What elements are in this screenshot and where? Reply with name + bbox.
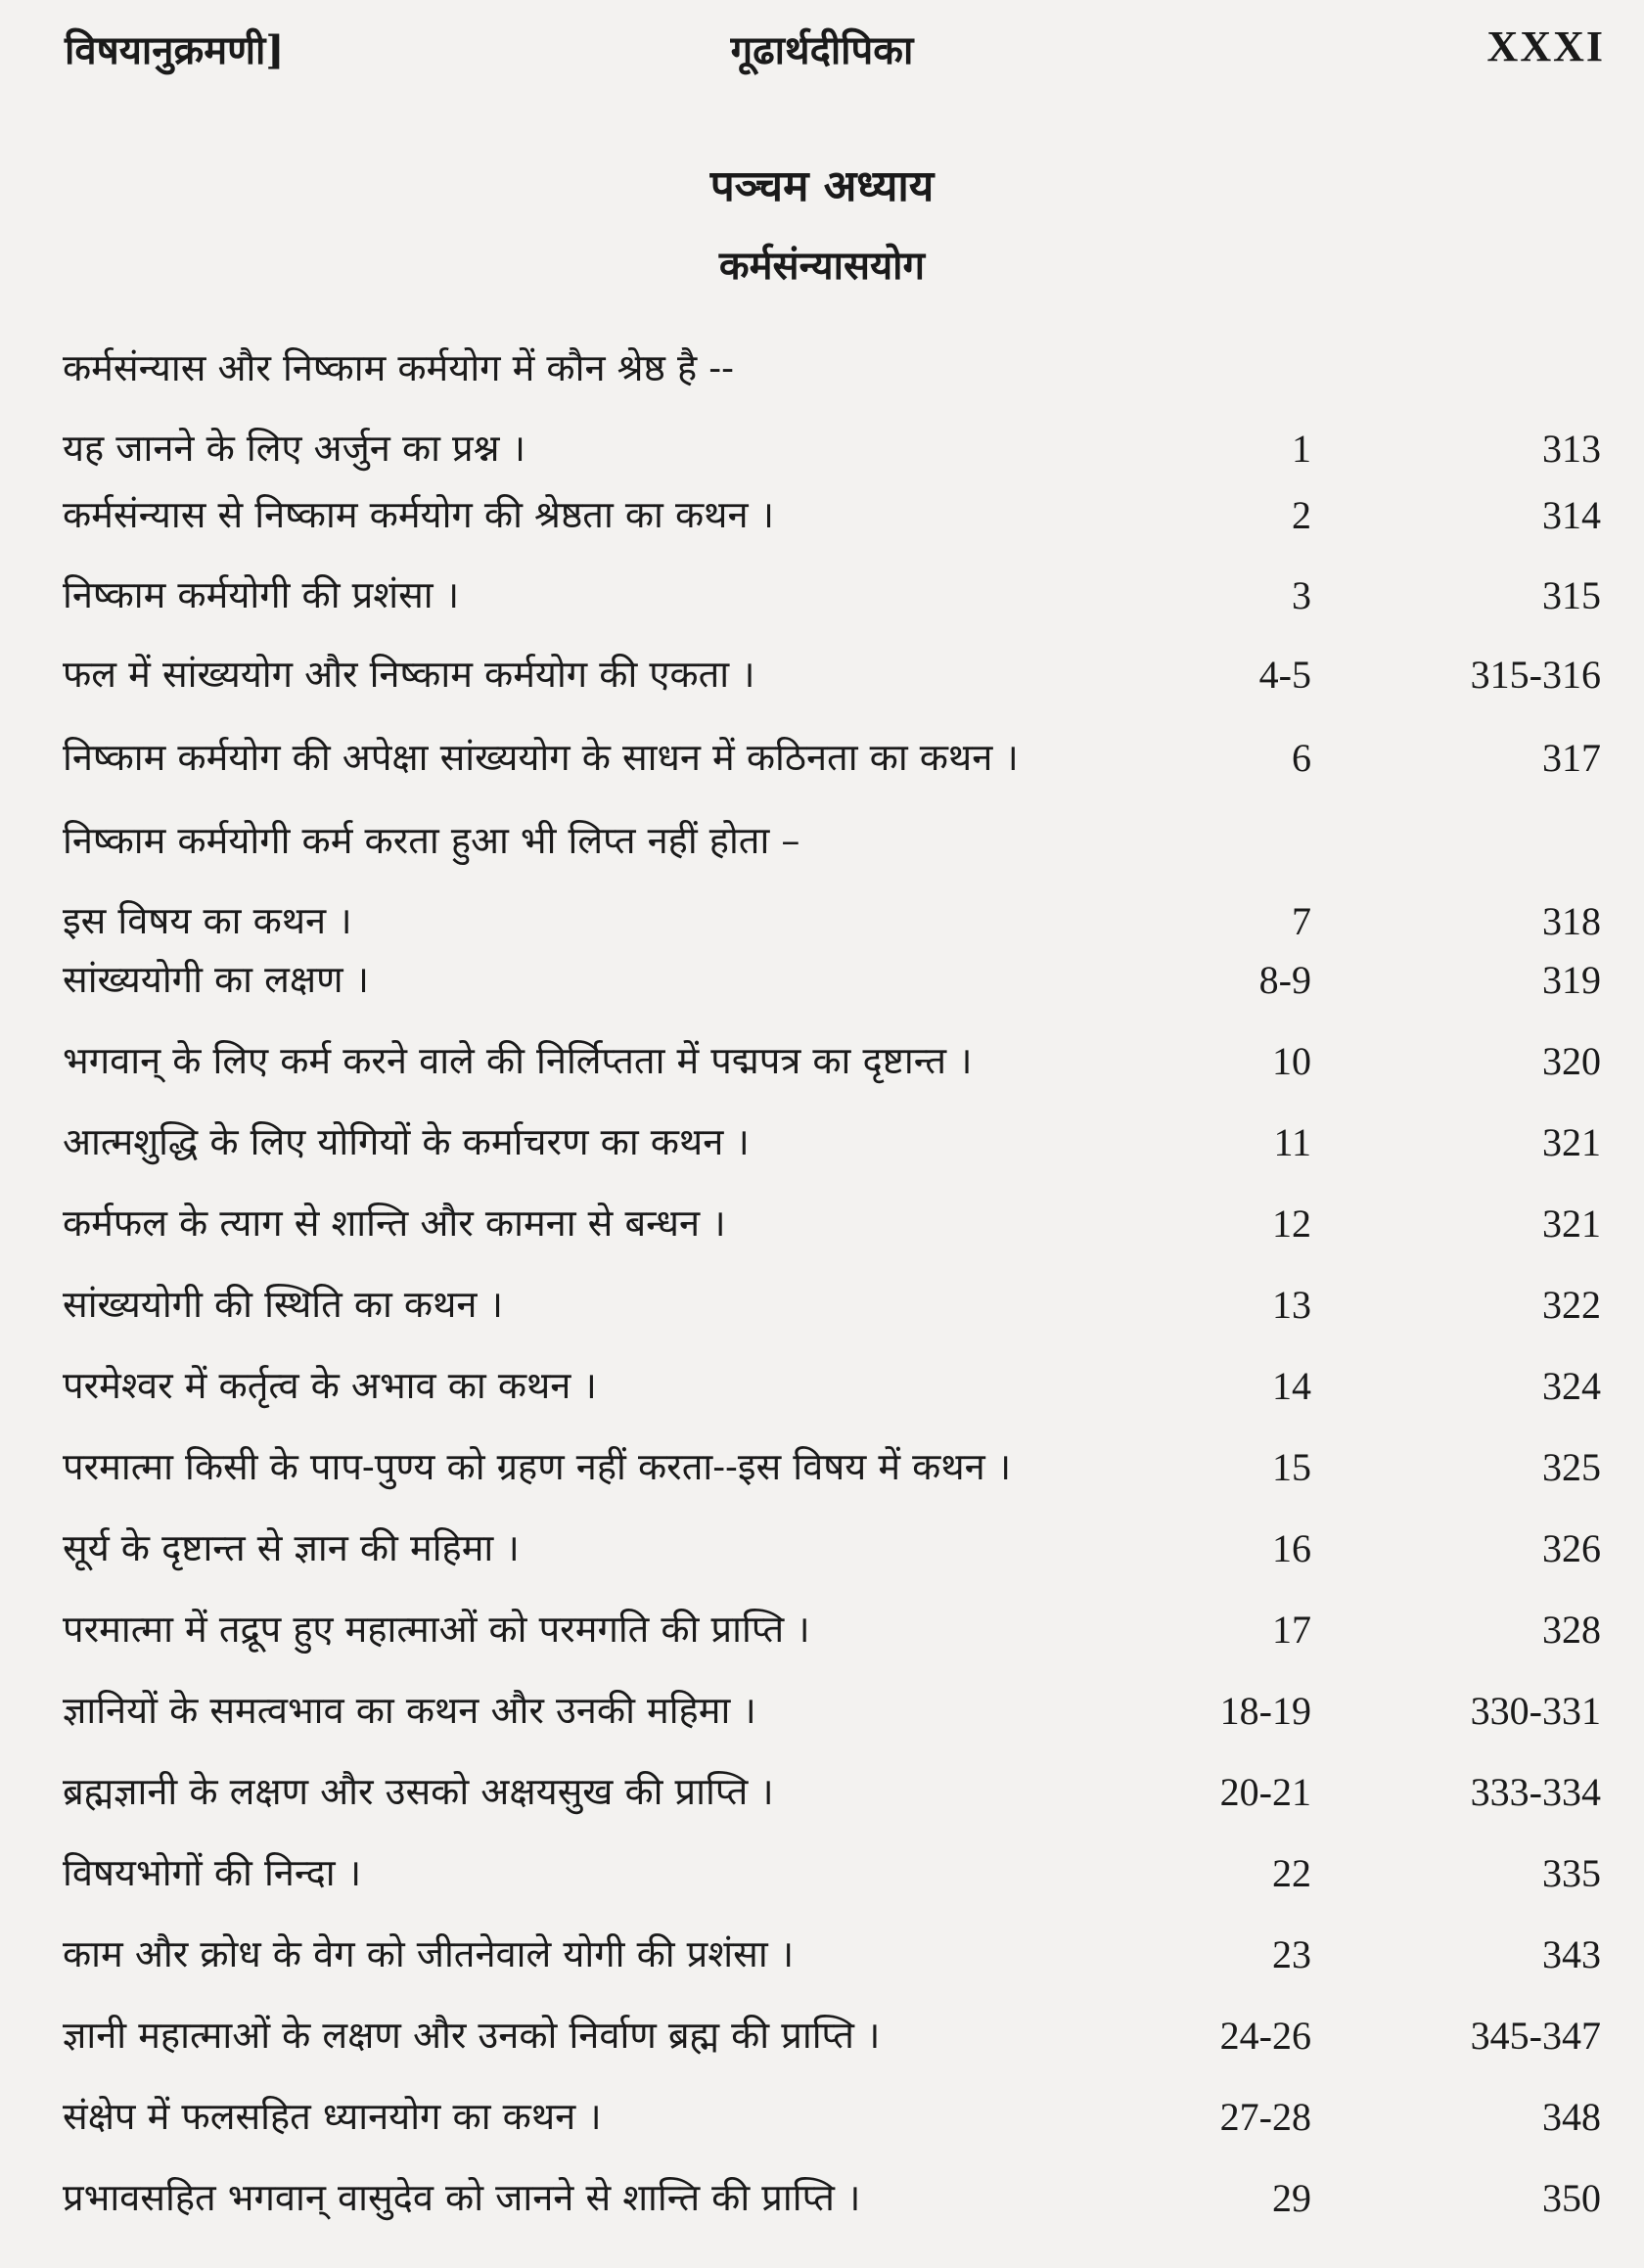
entry-verse-number: 27-28	[1219, 2095, 1311, 2139]
entry-topic	[63, 800, 1159, 961]
entry-verse-number: 14	[1272, 1364, 1311, 1408]
toc-entry	[0, 1751, 1644, 1832]
toc-entry	[0, 555, 1644, 635]
entry-page-number: 350	[1542, 2176, 1601, 2220]
toc-entry	[0, 1914, 1644, 1994]
entry-topic	[63, 939, 1159, 1020]
entry-topic	[63, 1264, 1159, 1344]
entry-topic-line: काम और क्रोध के वेग को जीतनेवाले योगी की प्रशंसा ।	[63, 1932, 795, 1975]
toc-entry	[0, 1670, 1644, 1750]
entry-topic-line: संक्षेप में फलसहित ध्यानयोग का कथन ।	[63, 2095, 602, 2138]
toc-entry	[0, 800, 1644, 961]
entry-topic-line: भगवान् के लिए कर्म करने वाले की निर्लिप्तता में पद्मपत्र का दृष्टान्त ।	[63, 1039, 973, 1082]
entry-topic	[63, 634, 1159, 714]
entry-topic-line: कर्मसंन्यास से निष्काम कर्मयोग की श्रेष्ठता का कथन ।	[63, 493, 775, 536]
entry-topic-line: फल में सांख्ययोग और निष्काम कर्मयोग की एकता ।	[63, 653, 755, 696]
toc-entry	[0, 1995, 1644, 2075]
toc-entry	[0, 1427, 1644, 1507]
toc-entry	[0, 1021, 1644, 1101]
entry-topic-line: परमेश्वर में कर्तृत्व के अभाव का कथन ।	[63, 1364, 597, 1407]
entry-topic	[63, 1345, 1159, 1426]
entry-verse-number: 10	[1272, 1039, 1311, 1083]
entry-topic-line: निष्काम कर्मयोगी की प्रशंसा ।	[63, 573, 460, 616]
entry-topic-line: ज्ञानियों के समत्वभाव का कथन और उनकी महिमा ।	[63, 1689, 756, 1732]
entry-topic-line: विषयभोगों की निन्दा ।	[63, 1851, 362, 1894]
entry-verse-number: 11	[1273, 1120, 1311, 1164]
entry-topic-line: परमात्मा किसी के पाप-पुण्य को ग्रहण नहीं करता--इस विषय में कथन ।	[63, 1445, 1012, 1488]
toc-entry	[0, 717, 1644, 797]
entry-topic	[63, 2157, 1159, 2238]
toc-entry	[0, 1183, 1644, 1263]
entry-topic-line: परमात्मा में तद्रूप हुए महात्माओं को परमगति की प्राप्ति ।	[63, 1608, 810, 1651]
entry-page-number: 318	[1542, 899, 1601, 943]
entry-page-number: 315	[1542, 573, 1601, 617]
entry-topic	[63, 1589, 1159, 1669]
entry-topic-line: प्रभावसहित भगवान् वासुदेव को जानने से शान्ति की प्राप्ति ।	[63, 2176, 861, 2219]
toc-entry	[0, 1589, 1644, 1669]
entry-verse-number: 15	[1272, 1445, 1311, 1489]
entry-page-number: 343	[1542, 1932, 1601, 1976]
entry-verse-number: 16	[1272, 1526, 1311, 1570]
entry-topic-line: यह जानने के लिए अर्जुन का प्रश्न ।	[63, 427, 526, 470]
entry-verse-number: 23	[1272, 1932, 1311, 1976]
entry-verse-number: 18-19	[1219, 1689, 1311, 1733]
entry-verse-number: 7	[1292, 899, 1311, 943]
toc-entry	[0, 1102, 1644, 1182]
entry-topic	[63, 1183, 1159, 1263]
entry-topic	[63, 328, 1159, 488]
header-section-label: विषयानुक्रमणी]	[65, 27, 285, 73]
entry-page-number: 328	[1542, 1608, 1601, 1652]
toc-entry	[0, 1833, 1644, 1913]
entry-verse-number: 3	[1292, 573, 1311, 617]
entry-topic	[63, 555, 1159, 635]
entry-verse-number: 6	[1292, 736, 1311, 780]
toc-entry	[0, 2076, 1644, 2156]
toc-entry	[0, 2157, 1644, 2238]
entry-page-number: 315-316	[1470, 653, 1601, 697]
entry-topic	[63, 1427, 1159, 1507]
entry-topic-line: सूर्य के दृष्टान्त से ज्ञान की महिमा ।	[63, 1526, 520, 1569]
toc-entry	[0, 1345, 1644, 1426]
entry-topic-line: इस विषय का कथन ।	[63, 899, 352, 942]
entry-verse-number: 29	[1272, 2176, 1311, 2220]
entry-topic-line: सांख्ययोगी का लक्षण ।	[63, 958, 370, 1001]
entry-verse-number: 4-5	[1258, 653, 1311, 697]
entry-topic	[63, 2076, 1159, 2156]
entry-page-number: 317	[1542, 736, 1601, 780]
entry-topic	[63, 1021, 1159, 1101]
entry-page-number: 320	[1542, 1039, 1601, 1083]
entry-topic	[63, 475, 1159, 555]
entry-page-number: 326	[1542, 1526, 1601, 1570]
entry-verse-number: 8-9	[1258, 958, 1311, 1002]
entry-topic	[63, 1670, 1159, 1750]
entry-page-number: 333-334	[1470, 1770, 1601, 1814]
entry-verse-number: 17	[1272, 1608, 1311, 1652]
entry-topic-line: ब्रह्मज्ञानी के लक्षण और उसको अक्षयसुख की प्राप्ति ।	[63, 1770, 774, 1813]
entry-page-number: 321	[1542, 1202, 1601, 1246]
running-header	[0, 22, 1644, 90]
entry-topic-line: निष्काम कर्मयोगी कर्म करता हुआ भी लिप्त नहीं होता –	[63, 819, 800, 862]
entry-verse-number: 1	[1292, 427, 1311, 471]
header-page-number: XXXI	[1486, 23, 1605, 70]
entry-verse-number: 12	[1272, 1202, 1311, 1246]
entry-topic	[63, 1833, 1159, 1913]
entry-page-number: 345-347	[1470, 2014, 1601, 2058]
toc-entry	[0, 939, 1644, 1020]
chapter-subtitle: कर्मसंन्यासयोग	[718, 243, 926, 289]
toc-entry	[0, 634, 1644, 714]
toc-entry	[0, 328, 1644, 488]
entry-topic-line: कर्मफल के त्याग से शान्ति और कामना से बन्धन ।	[63, 1202, 726, 1245]
entry-verse-number: 13	[1272, 1283, 1311, 1327]
entry-topic-line: सांख्ययोगी की स्थिति का कथन ।	[63, 1283, 503, 1326]
entry-topic	[63, 1508, 1159, 1588]
entry-topic	[63, 1102, 1159, 1182]
entry-page-number: 322	[1542, 1283, 1601, 1327]
entry-topic-line: निष्काम कर्मयोग की अपेक्षा सांख्ययोग के साधन में कठिनता का कथन ।	[63, 736, 1019, 779]
entry-topic	[63, 717, 1159, 797]
chapter-title: पञ्चम अध्याय	[709, 161, 935, 211]
entry-topic-line: कर्मसंन्यास और निष्काम कर्मयोग में कौन श्रेष्ठ है --	[63, 346, 734, 389]
toc-entry	[0, 475, 1644, 555]
entry-verse-number: 20-21	[1219, 1770, 1311, 1814]
entry-page-number: 348	[1542, 2095, 1601, 2139]
entry-topic	[63, 1914, 1159, 1994]
entry-topic	[63, 1751, 1159, 1832]
toc-entry	[0, 1264, 1644, 1344]
entry-page-number: 313	[1542, 427, 1601, 471]
entry-topic-line: ज्ञानी महात्माओं के लक्षण और उनको निर्वाण ब्रह्म की प्राप्ति ।	[63, 2014, 881, 2057]
entry-verse-number: 22	[1272, 1851, 1311, 1895]
header-book-title: गूढार्थदीपिका	[730, 27, 914, 73]
entry-topic-line: आत्मशुद्धि के लिए योगियों के कर्माचरण का कथन ।	[63, 1120, 750, 1163]
entry-page-number: 330-331	[1470, 1689, 1601, 1733]
entry-page-number: 321	[1542, 1120, 1601, 1164]
entry-verse-number: 24-26	[1219, 2014, 1311, 2058]
entry-verse-number: 2	[1292, 493, 1311, 537]
entry-page-number: 325	[1542, 1445, 1601, 1489]
entry-page-number: 319	[1542, 958, 1601, 1002]
entry-topic	[63, 1995, 1159, 2075]
entry-page-number: 314	[1542, 493, 1601, 537]
entry-page-number: 324	[1542, 1364, 1601, 1408]
toc-entry	[0, 1508, 1644, 1588]
entry-page-number: 335	[1542, 1851, 1601, 1895]
